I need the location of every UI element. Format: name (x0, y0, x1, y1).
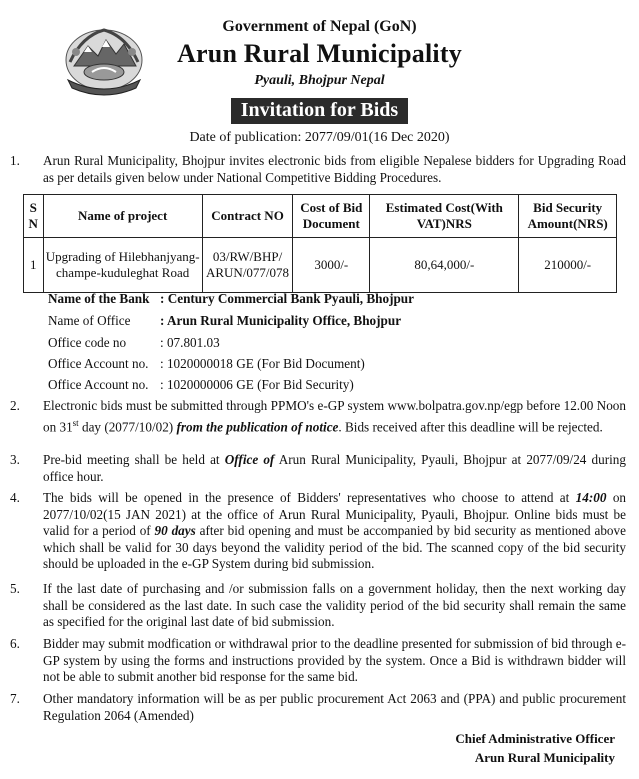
cell-bid-security: 210000/- (519, 238, 617, 293)
office-code-label: Office code no (48, 335, 127, 350)
account-security-row (48, 377, 354, 393)
account-doc-row (48, 356, 365, 372)
clause-text: If the last date of purchasing and /or submission falls on a government holiday, then the next working day shall be considered as the last date. In such case the validity period of the bid security shall remain the same as specified for the original last date of bid submission. (43, 581, 626, 629)
account-security-value: : 1020000006 GE (For Bid Security) (160, 377, 354, 392)
signatory-title: Chief Administrative Officer (455, 731, 615, 746)
bank-name-row (48, 291, 414, 307)
col-header-sn: S N (24, 195, 44, 238)
notice-banner (0, 98, 639, 124)
clause-2 (10, 398, 626, 435)
clause-5 (10, 581, 626, 631)
signatory-organization: Arun Rural Municipality (474, 750, 615, 765)
clause-text: Electronic bids must be submitted through PPMO's e-GP system www.bolpatra.gov.np/egp before 12.00 Noon on 31st day (2077/10/02) from the publication of notice. Bids received after this deadline will be rejected. (43, 398, 626, 434)
bids-table (23, 194, 617, 293)
office-name-label: Name of Office (48, 313, 131, 328)
account-doc-label: Office Account no. (48, 356, 149, 371)
clause-3 (10, 452, 626, 485)
clause-1 (10, 153, 626, 186)
organization-name: Arun Rural Municipality (177, 39, 462, 68)
clause-number: 6. (10, 636, 20, 651)
organization-location: Pyauli, Bhojpur Nepal (254, 73, 385, 88)
col-header-project: Name of project (43, 195, 202, 238)
clause-number: 3. (10, 452, 20, 467)
government-name: Government of Nepal (GoN) (222, 18, 417, 35)
notice-title: Invitation for Bids (231, 98, 408, 124)
cell-sn: 1 (24, 238, 44, 293)
office-code-value: : 07.801.03 (160, 335, 220, 350)
bank-name-label: Name of the Bank (48, 291, 150, 306)
clause-number: 4. (10, 490, 20, 505)
clause-number: 7. (10, 691, 20, 706)
office-name-value: : Arun Rural Municipality Office, Bhojpur (160, 313, 402, 328)
cell-bid-doc-cost: 3000/- (293, 238, 370, 293)
cell-estimated-cost: 80,64,000/- (370, 238, 519, 293)
clause-text: Arun Rural Municipality, Bhojpur invites electronic bids from eligible Nepalese bidders for Upgrading Road as per details given below under National Competitive Bidding Procedures. (43, 153, 626, 185)
clause-number: 1. (10, 153, 20, 168)
clause-text: Other mandatory information will be as per public procurement Act 2063 and (PPA) and public procurement Regulation 2064 (Amended) (43, 691, 626, 723)
office-name-row (48, 313, 401, 329)
bank-name-value: : Century Commercial Bank Pyauli, Bhojpur (160, 291, 414, 306)
col-header-bid-security: Bid Security Amount(NRS) (519, 195, 617, 238)
col-header-contract: Contract NO (202, 195, 292, 238)
account-doc-value: : 1020000018 GE (For Bid Document) (160, 356, 365, 371)
clause-7 (10, 691, 626, 724)
clause-number: 2. (10, 398, 20, 413)
col-header-bid-doc-cost: Cost of Bid Document (293, 195, 370, 238)
cell-contract: 03/RW/BHP/ ARUN/077/078 (202, 238, 292, 293)
office-code-row (48, 335, 220, 351)
col-header-estimated-cost: Estimated Cost(With VAT)NRS (370, 195, 519, 238)
clause-number: 5. (10, 581, 20, 596)
clause-text: The bids will be opened in the presence of Bidders' representatives who choose to attend at 14:00 on 2077/10/02(15 JAN 2021) at the office of Arun Rural Municipality, Pyauli, Bhojpur. Online bids must be valid for a period of 90 days after bid opening and must be accompanied by bid security as mentioned above which shall be valid for 30 days beyond the validity period of the bid. The scanned copy of the bid security should be uploaded in the e-GP System during bid submission. (43, 490, 627, 571)
clause-6 (10, 636, 626, 686)
clause-text: Bidder may submit modfication or withdrawal prior to the deadline presented for submission of bid through e-GP system by using the forms and instructions provided by the system. Once a Bid is withdrawn bidder will not be able to submit another bid response for the same bid. (43, 636, 626, 684)
clause-text: Pre-bid meeting shall be held at Office of Arun Rural Municipality, Pyauli, Bhojpur at 2077/09/24 during office hour. (43, 452, 626, 484)
table-header-row (24, 195, 617, 238)
publication-date: Date of publication: 2077/09/01(16 Dec 2020) (189, 130, 450, 145)
account-security-label: Office Account no. (48, 377, 149, 392)
table-row (24, 238, 617, 293)
clause-4 (10, 490, 626, 573)
cell-project: Upgrading of Hilebhanjyang-champe-kuduleghat Road (43, 238, 202, 293)
